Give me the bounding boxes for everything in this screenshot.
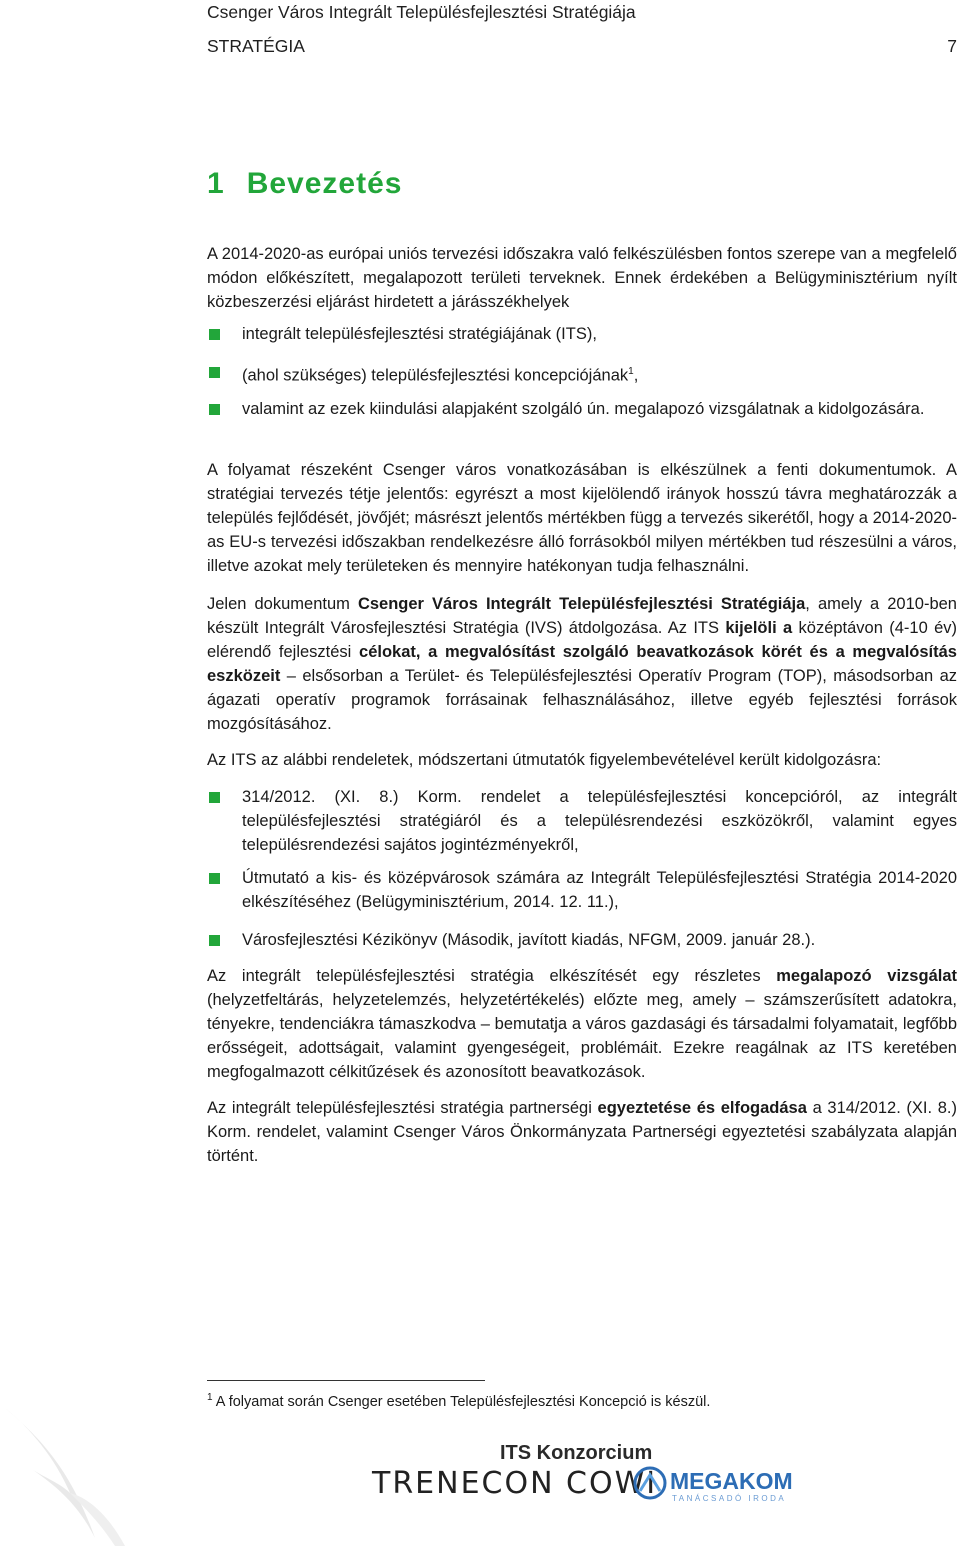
list-item-text: valamint az ezek kiindulási alapjaként szolgáló ún. megalapozó vizsgálatnak a kidolgozására. <box>242 400 925 418</box>
list-item-text: (ahol szükséges) településfejlesztési koncepciójának$^1$, <box>242 366 639 385</box>
bullet-square-icon <box>209 367 220 378</box>
paragraph-foundation: Az integrált településfejlesztési stratégia elkészítését egy részletes megalapozó vizsgálat (helyzetfeltárás, helyzetelemzés, helyzetértékelés) előzte meg, amely – számszerűsített adatokra, tényekre, tendenciákra támaszkodva – bemutatja a város gazdasági és társadalmi folyamatait, legfőbb erősségeit, adottságait, valamint gyengeségeit, problémáit. Ezekre reagálnak az ITS keretében megfogalmazott célkitűzések és azonosított beavatkozások. <box>207 967 957 1081</box>
chapter-number: 1 <box>207 167 225 200</box>
chapter-heading <box>207 167 402 201</box>
running-header-section <box>207 36 957 57</box>
chapter-title: Bevezetés <box>246 167 403 200</box>
paragraph-document: Jelen dokumentum Csenger Város Integrált Településfejlesztési Stratégiája, amely a 2010-ben készült Integrált Városfejlesztési Stratégia (IVS) átdolgozása. Az ITS kijelöli a középtávon (4-10 év) elérendő fejlesztési célokat, a megvalósítást szolgáló beavatkozások körét és a megvalósítás eszközeit – elsősorban a Terület- és Településfejlesztési Operatív Program (TOP), másodsorban az ágazati operatív programok forrásainak felhasználásához, illetve egyéb fejlesztési források mozgósításához. <box>207 595 957 733</box>
consortium-label: ITS Konzorcium <box>500 1442 653 1464</box>
footnote-divider <box>207 1380 485 1381</box>
bird-watermark-icon <box>0 1398 150 1549</box>
paragraph-process: A folyamat részeként Csenger város vonatkozásában is elkészülnek a fenti dokumentumok. A stratégiai tervezés tétje jelentős: egyrészt a most kijelölendő irányok hosszú távra meghatározzák a település fejlődését, jövőjét; másrészt jelentős mértékben függ a tervezés sikerétől, hogy a 2014-2020-as EU-s tervezési időszakban rendelkezésre álló forrásokból milyen mértékben tud részesülni a város, illetve azokat mely területeken és mennyire hatékonyan tudja felhasználni. <box>207 461 957 575</box>
section-label: STRATÉGIA <box>207 36 305 56</box>
page-number: 7 <box>947 36 957 56</box>
running-header-title: Csenger Város Integrált Településfejlesztési Stratégiája <box>207 2 636 22</box>
footnote-ref[interactable]: 1 <box>628 366 634 377</box>
paragraph-partnership: Az integrált településfejlesztési stratégia partnerségi egyeztetése és elfogadása a 314/2012. (XI. 8.) Korm. rendelet, valamint Csenger Város Önkormányzata Partnerségi egyeztetési szabályzata alapján történt. <box>207 1099 958 1165</box>
trenecon-cowi-logo: TRENECON COWI <box>372 1466 658 1501</box>
bullet-square-icon <box>209 329 220 340</box>
bullet-square-icon <box>209 404 220 415</box>
megakom-logo: MEGAKOM <box>670 1468 793 1494</box>
list-item-text: Útmutató a kis- és középvárosok számára az Integrált Településfejlesztési Stratégia 2014-2020 elkészítéséhez (Belügyminisztérium, 2014. 12. 11.), <box>242 869 957 911</box>
footnote: $^1$ A folyamat során Csenger esetében Településfejlesztési Koncepció is készül. <box>207 1392 711 1410</box>
list-item-text: Városfejlesztési Kézikönyv (Második, javított kiadás, NFGM, 2009. január 28.). <box>242 931 816 949</box>
paragraph-regulations-intro: Az ITS az alábbi rendeletek, módszertani útmutatók figyelembevételével került kidolgozásra: <box>207 751 882 769</box>
intro-paragraph: A 2014-2020-as európai uniós tervezési időszakra való felkészülésben fontos szerepe van a megfelelő módon előkészített, megalapozott területi terveknek. Ennek érdekében a Belügyminisztérium nyílt közbeszerzési eljárást hirdetett a járásszékhelyek <box>207 245 957 311</box>
list-item-text: integrált településfejlesztési stratégiájának (ITS), <box>242 325 597 343</box>
bullet-square-icon <box>209 873 220 884</box>
megakom-logo-icon <box>632 1465 668 1501</box>
bullet-square-icon <box>209 792 220 803</box>
list-item-text: 314/2012. (XI. 8.) Korm. rendelet a településfejlesztési koncepcióról, az integrált településfejlesztési stratégiáról és a településrendezési eszközökről, valamint egyes településrendezési sajátos jogintézményekről, <box>242 788 957 854</box>
megakom-subtitle: TANÁCSADÓ IRODA <box>672 1494 787 1503</box>
bullet-square-icon <box>209 935 220 946</box>
